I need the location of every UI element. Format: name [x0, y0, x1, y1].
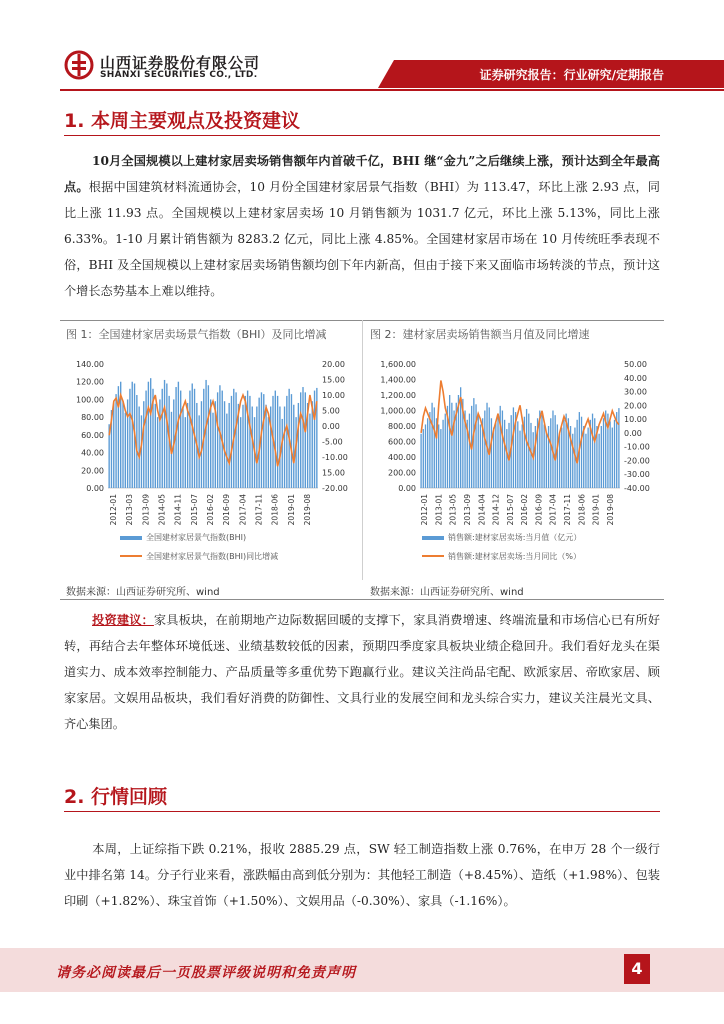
left-axis-tick-label: 1,600.00 — [380, 360, 416, 369]
x-tick-label: 2017-04 — [548, 494, 558, 526]
left-axis-tick-label: 0.00 — [86, 484, 104, 493]
bar-mark — [587, 428, 588, 488]
x-tick-label: 2018-06 — [270, 494, 280, 526]
investment-paragraph — [64, 607, 660, 737]
right-axis-tick-label: 20.00 — [624, 401, 647, 411]
right-axis-tick-label: -20.00 — [624, 456, 650, 466]
section-2-text: 本周，上证综指下跌 0.21%，报收 2885.29 点，SW 轻工制造指数上涨 0.76%，在申万 28 个一级行业中排名第 14。分子行业来看，涨跌幅由高到低分别为：其他轻工制造（+8.45%）、造纸（+1.98%）、包装印刷（+1.82%）、珠宝首饰（+1.50%）、文娱用品（-0.30%）、家具（-1.16%）。 — [64, 842, 660, 908]
investment-label: 投资建议： — [92, 613, 154, 627]
bar-mark — [314, 391, 315, 488]
x-tick-label: 2014-05 — [157, 494, 167, 526]
bar-mark — [166, 383, 167, 488]
x-tick-label: 2013-01 — [434, 494, 444, 526]
figure-2-caption: 图 2：建材家居卖场销售额当月值及同比增速 — [370, 328, 590, 341]
bar-mark — [277, 396, 278, 488]
figure-divider — [362, 320, 363, 580]
bar-mark — [475, 404, 476, 488]
bar-mark — [427, 418, 428, 488]
bar-mark — [265, 405, 266, 488]
bar-mark — [493, 428, 494, 488]
legend-label-bars: 全国建材家居景气指数(BHI) — [146, 533, 247, 542]
bar-mark — [425, 424, 426, 488]
bar-mark — [504, 420, 505, 488]
legend-label-line: 销售额:建材家居卖场:当月同比（%） — [448, 552, 581, 561]
left-axis-tick-label: 40.00 — [81, 448, 104, 458]
company-name-en: SHANXI SECURITIES CO., LTD. — [100, 70, 258, 80]
bar-mark — [594, 418, 595, 488]
bar-mark — [245, 396, 246, 488]
bar-mark — [478, 415, 479, 488]
right-axis-tick-label: 15.00 — [322, 468, 345, 478]
investment-text: 家具板块，在前期地产边际数据回暖的支撑下，家具消费增速、终端流量和市场信心已有所好转，再结合去年整体环境低迷、业绩基数较低的因素，预期四季度家具板块业绩企稳回升。我们看好龙头在渠道实力、成本效率控制能力、产品质量等多重优势下跑赢行业。建议关注尚品宅配、欧派家居、帝欧家居、顾家家居。文娱用品板块，我们看好消费的防御性、文具行业的发展空间和龙头综合实力，建议关注晨光文具、齐心集团。 — [64, 613, 661, 731]
legend-label-line: 全国建材家居景气指数(BHI)同比增减 — [146, 552, 279, 561]
bar-mark — [242, 405, 243, 488]
right-axis-tick-label: 30.00 — [624, 387, 647, 397]
bar-mark — [286, 396, 287, 488]
right-axis-tick-label: 15.00 — [322, 375, 345, 385]
bar-mark — [519, 431, 520, 488]
right-axis-tick-label: -10.00 — [624, 442, 650, 452]
figure-1-chart — [64, 350, 360, 575]
x-tick-label: 2016-09 — [222, 494, 232, 526]
bar-mark — [132, 382, 133, 488]
right-axis-tick-label: 0.00 — [624, 428, 642, 438]
bar-mark — [502, 411, 503, 489]
right-axis-tick-label: 10.00 — [322, 391, 345, 400]
bar-mark — [423, 429, 424, 488]
bar-mark — [576, 420, 577, 488]
bar-mark — [544, 424, 545, 488]
right-axis-tick-label: 0.00 — [322, 422, 340, 431]
left-axis-tick-label: 0.00 — [398, 484, 416, 493]
figure-2-source: 数据来源：山西证券研究所、wind — [370, 587, 524, 598]
company-logo-icon — [64, 50, 94, 80]
footer-disclaimer: 请务必阅读最后一页股票评级说明和免责声明 — [56, 965, 356, 981]
bar-mark — [205, 380, 206, 488]
bar-mark — [231, 396, 232, 488]
bar-mark — [451, 403, 452, 488]
bar-mark — [583, 426, 584, 488]
bar-mark — [113, 401, 114, 488]
bar-mark — [557, 424, 558, 488]
bar-mark — [500, 406, 501, 488]
x-tick-label: 2016-02 — [520, 494, 530, 526]
bar-mark — [159, 399, 160, 488]
x-tick-label: 2013-09 — [463, 494, 472, 526]
bar-mark — [442, 420, 443, 488]
company-name-cn: 山西证券股份有限公司 — [100, 54, 261, 72]
bar-mark — [145, 391, 146, 488]
bar-mark — [473, 398, 474, 488]
header-rule — [60, 89, 724, 91]
section-2-paragraph — [64, 836, 660, 914]
bar-mark — [555, 415, 556, 488]
bar-mark — [138, 407, 139, 488]
bar-mark — [612, 428, 613, 488]
bar-mark — [192, 383, 193, 488]
section-2-rule — [64, 811, 660, 812]
section-1-paragraph — [64, 148, 660, 304]
bar-mark — [226, 414, 227, 488]
section-1-rule — [64, 135, 660, 136]
left-axis-tick-label: 1,200.00 — [380, 391, 416, 400]
bar-mark — [189, 391, 190, 488]
bar-mark — [309, 414, 310, 488]
bar-mark — [429, 412, 430, 488]
bar-mark — [115, 394, 116, 488]
x-tick-label: 2016-09 — [534, 494, 544, 526]
x-tick-label: 2018-06 — [577, 494, 587, 526]
bar-mark — [603, 418, 604, 488]
bar-mark — [420, 434, 421, 488]
bar-mark — [517, 421, 518, 488]
bar-mark — [224, 401, 225, 488]
legend-swatch-bars — [422, 536, 444, 540]
x-tick-label: 2013-09 — [141, 494, 151, 526]
bar-mark — [300, 392, 301, 488]
bar-mark — [491, 418, 492, 488]
bar-mark — [601, 426, 602, 488]
x-tick-label: 2014-12 — [491, 494, 501, 526]
bar-mark — [162, 389, 163, 488]
left-axis-tick-label: 400.00 — [388, 453, 416, 462]
legend-swatch-bars — [120, 536, 142, 540]
bar-mark — [592, 414, 593, 488]
bar-mark — [263, 394, 264, 488]
left-axis-tick-label: 120.00 — [76, 377, 104, 387]
bar-mark — [122, 401, 123, 488]
bar-mark — [598, 434, 599, 488]
left-axis-tick-label: 20.00 — [81, 466, 104, 476]
bar-mark — [249, 396, 250, 488]
bar-mark — [182, 407, 183, 488]
right-axis-tick-label: -10.00 — [322, 453, 348, 462]
bar-mark — [541, 415, 542, 488]
left-axis-tick-label: 140.00 — [76, 360, 104, 369]
x-tick-label: 2019-01 — [591, 494, 601, 526]
bar-mark — [293, 405, 294, 488]
bar-mark — [247, 391, 248, 488]
bar-mark — [585, 434, 586, 488]
x-tick-label: 2014-04 — [477, 494, 487, 526]
bar-mark — [282, 419, 283, 488]
bar-mark — [185, 417, 186, 488]
x-tick-label: 2013-03 — [125, 494, 135, 526]
bar-mark — [155, 404, 156, 488]
bar-mark — [438, 424, 439, 488]
right-axis-tick-label: -20.00 — [322, 484, 348, 493]
x-tick-label: 2017-04 — [238, 494, 248, 526]
bar-mark — [208, 385, 209, 488]
x-tick-label: 2015-07 — [505, 494, 515, 526]
figure-2-chart — [368, 350, 664, 575]
bar-mark — [618, 408, 619, 488]
left-axis-tick-label: 60.00 — [81, 430, 104, 440]
bar-mark — [228, 403, 229, 488]
bar-mark — [148, 382, 149, 488]
bar-mark — [513, 407, 514, 488]
lead-bold-sentence: 10月全国规模以上建材家居卖场销售额年内首破千亿，BHI 继“金九”之后继续上涨，预计达到全年最高点。 — [64, 154, 660, 194]
x-tick-label: 2013-05 — [448, 494, 458, 526]
bar-mark — [572, 434, 573, 488]
left-axis-tick-label: 800.00 — [388, 422, 416, 431]
bar-mark — [217, 392, 218, 488]
bar-mark — [256, 407, 257, 488]
bar-mark — [484, 411, 485, 489]
x-tick-label: 2019-08 — [605, 494, 615, 526]
bar-mark — [563, 420, 564, 488]
bar-mark — [178, 382, 179, 488]
bar-mark — [614, 420, 615, 488]
bar-mark — [180, 391, 181, 488]
bar-mark — [129, 389, 130, 488]
bar-mark — [235, 392, 236, 488]
legend-label-bars: 销售额:建材家居卖场:当月值（亿元） — [448, 533, 582, 542]
figure-1-source: 数据来源：山西证券研究所、wind — [66, 587, 220, 598]
bar-mark — [546, 432, 547, 488]
report-type: 证券研究报告：行业研究/定期报告 — [479, 68, 664, 82]
right-axis-tick-label: 5.00 — [322, 406, 340, 416]
x-tick-label: 2015-07 — [189, 494, 199, 526]
left-axis-tick-label: 80.00 — [81, 413, 104, 423]
left-axis-tick-label: 100.00 — [76, 395, 104, 405]
bar-mark — [445, 414, 446, 488]
bar-mark — [187, 403, 188, 488]
section-1-title: 1. 本周主要观点及投资建议 — [64, 110, 301, 132]
right-axis-tick-label: -30.00 — [624, 470, 650, 480]
right-axis-tick-label: -40.00 — [624, 484, 650, 493]
x-tick-label: 2012-01 — [109, 494, 119, 526]
x-tick-label: 2014-11 — [173, 494, 183, 526]
right-axis-tick-label: 10.00 — [624, 415, 647, 425]
bar-mark — [469, 414, 470, 488]
bar-mark — [143, 401, 144, 488]
bar-mark — [449, 395, 450, 488]
left-axis-tick-label: 600.00 — [388, 437, 416, 447]
bar-mark — [522, 424, 523, 488]
bar-mark — [275, 391, 276, 488]
bar-mark — [440, 429, 441, 488]
bar-mark — [495, 421, 496, 488]
left-axis-tick-label: 1,400.00 — [380, 375, 416, 385]
right-axis-tick-label: 20.00 — [322, 360, 345, 369]
bar-mark — [550, 418, 551, 488]
bar-mark — [431, 403, 432, 488]
bar-mark — [270, 407, 271, 488]
left-axis-tick-label: 200.00 — [388, 468, 416, 478]
bar-mark — [212, 413, 213, 488]
bar-mark — [291, 394, 292, 488]
bar-mark — [164, 380, 165, 488]
bar-mark — [533, 432, 534, 488]
bar-mark — [609, 421, 610, 488]
bar-mark — [157, 417, 158, 488]
x-tick-label: 2017-11 — [563, 494, 572, 526]
x-tick-label: 2012-01 — [420, 494, 430, 526]
bar-mark — [252, 407, 253, 488]
page-number: 4 — [624, 954, 650, 984]
bar-mark — [528, 414, 529, 488]
bar-mark — [497, 414, 498, 488]
x-tick-label: 2016-02 — [206, 494, 215, 526]
bar-mark — [284, 407, 285, 488]
bar-mark — [526, 409, 527, 488]
section-2-title: 2. 行情回顾 — [64, 786, 168, 808]
bar-mark — [150, 378, 151, 488]
bar-mark — [434, 407, 435, 488]
page-header — [0, 0, 724, 100]
right-axis-tick-label: 40.00 — [624, 373, 647, 383]
bar-mark — [559, 434, 560, 488]
bar-mark — [240, 417, 241, 488]
bar-mark — [298, 403, 299, 488]
lead-body-text: 根据中国建筑材料流通协会，10 月份全国建材家居景气指数（BHI）为 113.47，环比上涨 2.93 点，同比上涨 11.93 点。全国规模以上建材家居卖场 10 月销售额为 1031.7 亿元，环比上涨 5.13%，同比上涨 6.33%。1-10 月累计销售额为 8283.2 亿元，同比上涨 4.85%。全国建材家居市场在 10 月传统旺季表现不俗，BHI 及全国规模以上建材家居卖场销售额均创下年内新高，但由于接下来又面临市场转淡的节点，预计这个增长态势基本上难以维持。 — [64, 180, 660, 298]
x-tick-label: 2019-01 — [286, 494, 296, 526]
bar-mark — [535, 426, 536, 488]
x-tick-label: 2017-11 — [254, 494, 264, 526]
bar-mark — [506, 429, 507, 488]
bar-mark — [302, 387, 303, 488]
bar-mark — [305, 392, 306, 488]
left-axis-tick-label: 1,000.00 — [380, 406, 416, 416]
bar-mark — [125, 413, 126, 488]
bar-mark — [561, 428, 562, 488]
bar-mark — [279, 407, 280, 488]
right-axis-tick-label: -5.00 — [322, 437, 343, 447]
figure-1-caption: 图 1：全国建材家居卖场景气指数（BHI）及同比增减 — [66, 328, 327, 341]
right-axis-tick-label: 50.00 — [624, 360, 647, 369]
bar-mark — [581, 417, 582, 488]
bar-mark — [480, 424, 481, 488]
bar-mark — [268, 417, 269, 488]
x-tick-label: 2019-08 — [302, 494, 312, 526]
bar-mark — [127, 399, 128, 488]
